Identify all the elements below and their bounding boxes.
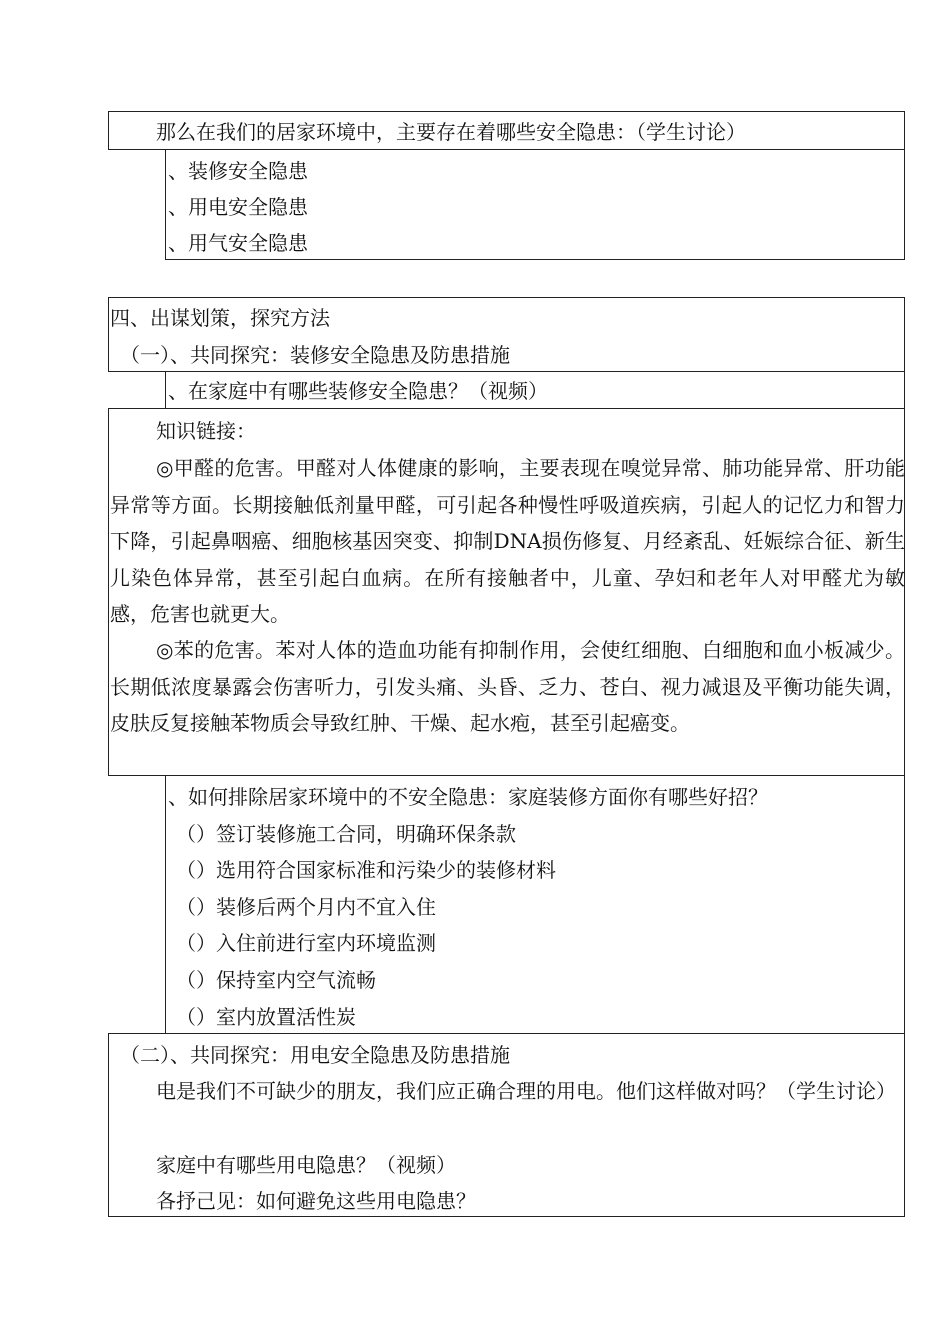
electric-video-question: 家庭中有哪些用电隐患？（视频） [156, 1153, 456, 1177]
tip-item: （）签订装修施工合同，明确环保条款 [176, 822, 516, 846]
intro-question: 那么在我们的居家环境中，主要存在着哪些安全隐患：（学生讨论） [156, 120, 746, 144]
tip-item: （）入住前进行室内环境监测 [176, 931, 436, 955]
electric-avoid-question: 各抒己见：如何避免这些用电隐患？ [156, 1189, 476, 1213]
knowledge-benzene-paragraph: ◎苯的危害。苯对人体的造血功能有抑制作用，会使红细胞、白细胞和血小板减少。长期低浓度暴露会伤害听力，引发头痛、头昏、乏力、苍白、视力减退及平衡功能失调，皮肤反复接触苯物质会导致红肿、干燥、起水疱，甚至引起癌变。 [110, 638, 905, 735]
section-four-heading: 四、出谋划策，探究方法 [110, 306, 330, 330]
subsection-decoration-title: （一）、共同探究：装修安全隐患及防患措施 [120, 343, 510, 367]
knowledge-formaldehyde-paragraph: ◎甲醛的危害。甲醛对人体健康的影响，主要表现在嗅觉异常、肺功能异常、肝功能异常等方面。长期接触低剂量甲醛，可引起各种慢性呼吸道疾病，引起人的记忆力和智力下降，引起鼻咽癌、细胞核基因突变、抑制DNA损伤修复、月经紊乱、妊娠综合征、新生儿染色体异常，甚至引起白血病。在所有接触者中，儿童、孕妇和老年人对甲醛尤为敏感，危害也就更大。 [110, 456, 905, 626]
hazard-item-decoration: 、装修安全隐患 [168, 159, 308, 183]
subsection-electric-title: （二）、共同探究：用电安全隐患及防患措施 [120, 1043, 510, 1067]
tip-item: （）装修后两个月内不宜入住 [176, 895, 436, 919]
question-decoration-hazards: 、在家庭中有哪些装修安全隐患？（视频） [168, 379, 548, 403]
tip-item: （）室内放置活性炭 [176, 1005, 356, 1029]
electric-discussion-paragraph: 电是我们不可缺少的朋友，我们应正确合理的用电。他们这样做对吗？（学生讨论） [156, 1079, 896, 1103]
hazard-item-electric: 、用电安全隐患 [168, 195, 308, 219]
knowledge-title: 知识链接： [156, 419, 256, 443]
tip-item: （）选用符合国家标准和污染少的装修材料 [176, 858, 556, 882]
hazard-item-gas: 、用气安全隐患 [168, 231, 308, 255]
question-decoration-tips: 、如何排除居家环境中的不安全隐患：家庭装修方面你有哪些好招？ [168, 785, 768, 809]
tip-item: （）保持室内空气流畅 [176, 968, 376, 992]
